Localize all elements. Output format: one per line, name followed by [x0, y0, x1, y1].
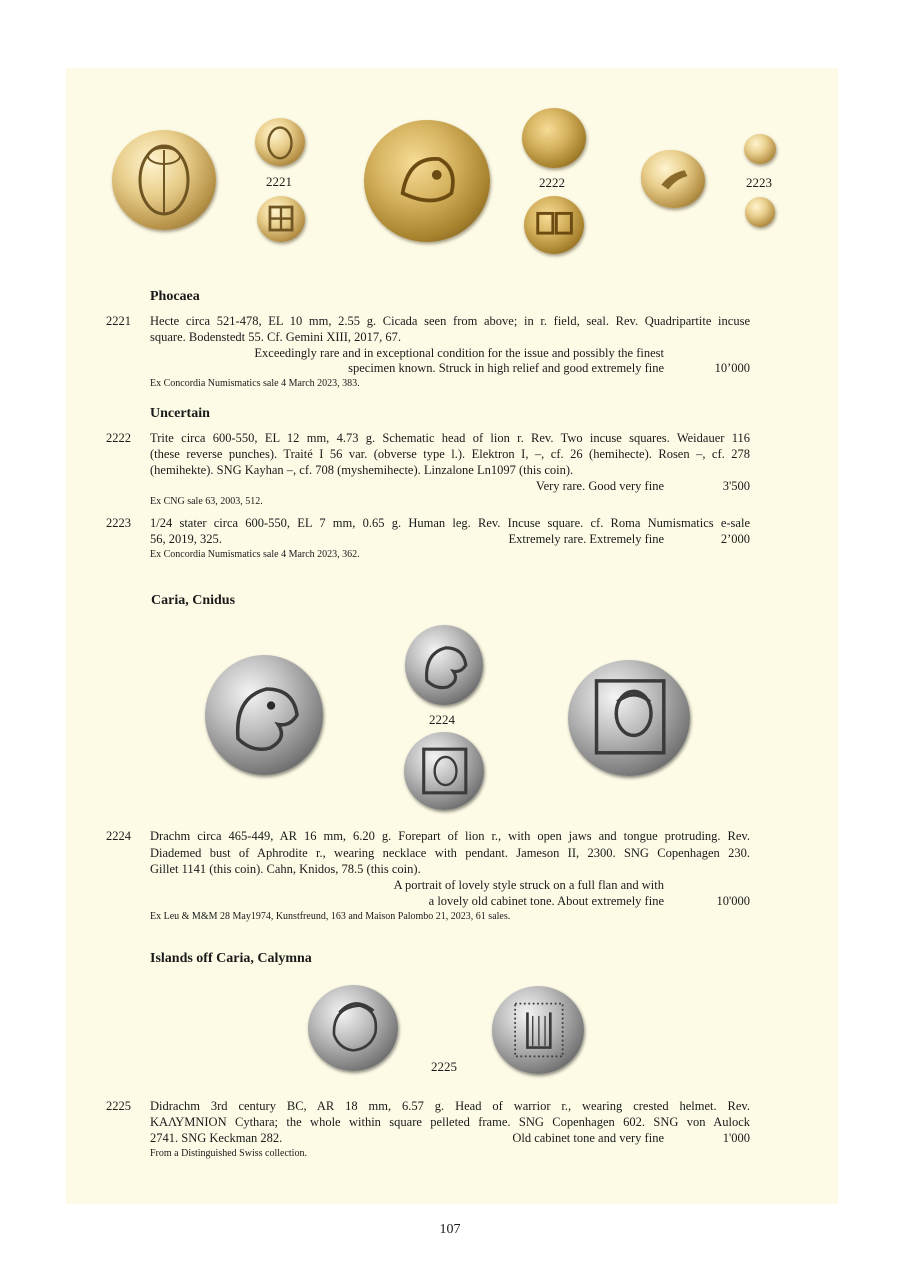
lot-grade-line: Very rare. Good very fine — [535, 479, 664, 493]
lot-description-line: (hemihekte). SNG Kayhan –, cf. 708 (myshemihecte). Linzalone Ln1097 (this coin). — [150, 463, 574, 477]
lot-grade-line: A portrait of lovely style struck on a full flan and with — [393, 878, 664, 892]
coin-2222-reverse — [524, 196, 584, 254]
lot-description-line: square. Bodenstedt 55. Cf. Gemini XIII, 2017, 67. — [150, 330, 402, 344]
coin-2225-reverse — [492, 986, 584, 1074]
lot-grade-line: Extremely rare. Extremely fine — [508, 532, 664, 546]
coin-label-2224: 2224 — [429, 712, 455, 727]
aphrodite-head-icon — [568, 660, 690, 776]
lot-price: 1'000 — [722, 1131, 750, 1145]
lot-price: 3'500 — [722, 479, 750, 493]
lot-number: 2224 — [106, 829, 131, 843]
lot-provenance: Ex Concordia Numismatics sale 4 March 2023, 362. — [150, 549, 360, 560]
lot-description-line: Trite circa 600-550, EL 12 mm, 4.73 g. Schematic head of lion r. Rev. Two incuse squares. Weidauer 116 — [150, 431, 750, 445]
lot-provenance: From a Distinguished Swiss collection. — [150, 1148, 307, 1159]
section-title-caria-cnidus: Caria, Cnidus — [151, 593, 236, 608]
cicada-icon — [112, 130, 216, 230]
coin-2223-obverse — [744, 134, 776, 164]
aphrodite-head-icon — [404, 732, 484, 810]
section-title-calymna: Islands off Caria, Calymna — [150, 951, 312, 966]
lot-description-line: Diademed bust of Aphrodite r., wearing necklace with pendant. Jameson II, 2300. SNG Copenhagen 230. — [150, 846, 750, 860]
section-title-phocaea: Phocaea — [150, 289, 200, 304]
page-number: 107 — [439, 1222, 461, 1237]
coin-2221-reverse — [257, 196, 305, 242]
coin-label-2222: 2222 — [539, 175, 565, 190]
coin-2222-obverse — [522, 108, 586, 168]
lot-grade-line: specimen known. Struck in high relief and good extremely fine — [348, 361, 664, 375]
lot-number: 2222 — [106, 431, 131, 445]
lot-price: 10’000 — [714, 361, 750, 375]
lot-description-line: 2741. SNG Keckman 282. — [150, 1131, 283, 1145]
coin-2224-obverse — [405, 625, 483, 705]
lion-forepart-icon — [405, 625, 483, 705]
coin-2224-reverse-large — [568, 660, 690, 776]
coin-label-2223: 2223 — [746, 175, 772, 190]
coin-2225-obverse — [308, 985, 398, 1071]
lot-provenance: Ex CNG sale 63, 2003, 512. — [150, 496, 263, 507]
lot-description-line: Drachm circa 465-449, AR 16 mm, 6.20 g. Forepart of lion r., with open jaws and tongue protruding. Rev. — [150, 829, 750, 843]
lot-description-line: ΚΑΛΥΜΝΙΟΝ Cythara; the whole within square pelleted frame. SNG Copenhagen 602. SNG von Aulock — [150, 1115, 750, 1129]
lot-description-line: 1/24 stater circa 600-550, EL 7 mm, 0.65 g. Human leg. Rev. Incuse square. cf. Roma Numismatics e-sale — [150, 516, 750, 530]
lot-grade-line: Exceedingly rare and in exceptional condition for the issue and possibly the finest — [254, 346, 664, 360]
lot-description-line: (these reverse punches). Traité I 56 var. (obverse type l.). Elektron I, –, cf. 26 (hemihecte). Rosen –, cf. 278 — [150, 447, 750, 461]
lion-head-icon — [364, 120, 490, 242]
coin-label-2221: 2221 — [266, 174, 292, 189]
coin-2221-obverse-large — [112, 130, 216, 230]
lot-number: 2223 — [106, 516, 131, 530]
cicada-icon — [255, 118, 305, 166]
coin-2224-obverse-large — [205, 655, 323, 775]
lot-provenance: Ex Concordia Numismatics sale 4 March 2023, 383. — [150, 378, 360, 389]
lot-number: 2225 — [106, 1099, 131, 1113]
coin-2223-obverse-large — [641, 150, 705, 208]
lot-number: 2221 — [106, 314, 131, 328]
lot-description-line: Hecte circa 521-478, EL 10 mm, 2.55 g. Cicada seen from above; in r. field, seal. Rev. Quadripartite incuse — [150, 314, 750, 328]
incuse-squares-icon — [524, 196, 584, 254]
lot-description-line: Gillet 1141 (this coin). Cahn, Knidos, 78.5 (this coin). — [150, 862, 421, 876]
lot-description-line: Didrachm 3rd century BC, AR 18 mm, 6.57 g. Head of warrior r., wearing crested helmet. Rev. — [150, 1099, 750, 1113]
coin-2222-obverse-large — [364, 120, 490, 242]
lot-grade-line: a lovely old cabinet tone. About extremely fine — [428, 894, 664, 908]
lot-grade-line: Old cabinet tone and very fine — [512, 1131, 664, 1145]
incuse-square-icon — [257, 196, 305, 242]
coin-label-2225: 2225 — [431, 1059, 457, 1074]
cithara-icon — [492, 986, 584, 1074]
lot-price: 10'000 — [716, 894, 750, 908]
lot-provenance: Ex Leu & M&M 28 May1974, Kunstfreund, 163 and Maison Palombo 21, 2023, 61 sales. — [150, 911, 511, 922]
helmeted-head-icon — [308, 985, 398, 1071]
lot-description-line: 56, 2019, 325. — [150, 532, 222, 546]
coin-2223-reverse — [745, 197, 775, 227]
coin-2221-obverse — [255, 118, 305, 166]
coin-2224-reverse — [404, 732, 484, 810]
lion-forepart-icon — [205, 655, 323, 775]
section-title-uncertain: Uncertain — [150, 406, 210, 421]
leg-icon — [641, 150, 705, 208]
lot-price: 2’000 — [720, 532, 750, 546]
